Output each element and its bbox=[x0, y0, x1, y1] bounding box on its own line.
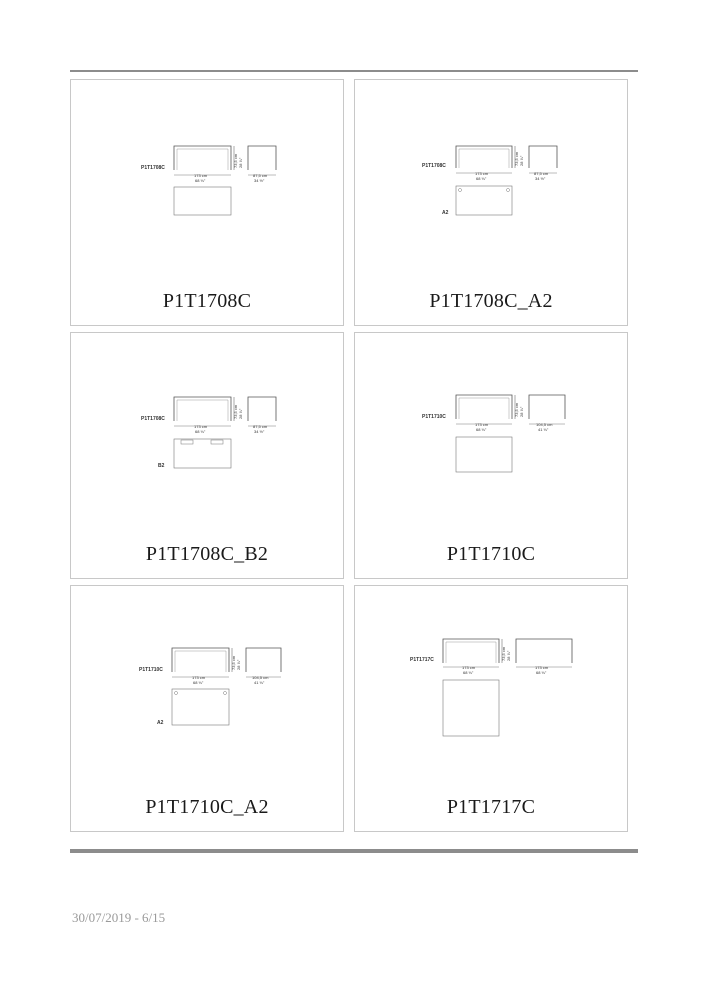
svg-text:173 cm: 173 cm bbox=[535, 665, 549, 670]
technical-drawing bbox=[355, 80, 627, 325]
model-label: P1T1710C bbox=[422, 414, 446, 420]
svg-text:28 ⅞": 28 ⅞" bbox=[519, 155, 524, 166]
svg-text:34 ½": 34 ½" bbox=[535, 176, 546, 181]
product-code: P1T1710C bbox=[446, 543, 536, 565]
svg-text:73,5 cm: 73,5 cm bbox=[514, 151, 519, 166]
product-cell bbox=[354, 79, 628, 326]
page-footer: 30/07/2019 - 6/15 bbox=[72, 910, 166, 925]
svg-text:173 cm: 173 cm bbox=[194, 173, 208, 178]
svg-text:68 ⅛": 68 ⅛" bbox=[476, 427, 487, 432]
svg-text:68 ⅛": 68 ⅛" bbox=[463, 670, 474, 675]
model-label: P1T1717C bbox=[410, 657, 434, 663]
svg-text:34 ½": 34 ½" bbox=[254, 178, 265, 183]
svg-text:73,5 cm: 73,5 cm bbox=[233, 404, 238, 419]
svg-text:28 ⅞": 28 ⅞" bbox=[238, 408, 243, 419]
svg-text:87,5 cm: 87,5 cm bbox=[253, 173, 268, 178]
model-label: P1T1710C bbox=[139, 667, 163, 673]
variant-label: A2 bbox=[442, 210, 449, 216]
product-cell bbox=[70, 585, 344, 832]
svg-text:173 cm: 173 cm bbox=[475, 422, 489, 427]
svg-text:104,5 cm: 104,5 cm bbox=[252, 675, 269, 680]
product-cell bbox=[354, 585, 628, 832]
svg-text:41 ⅛": 41 ⅛" bbox=[538, 427, 549, 432]
product-grid bbox=[70, 79, 628, 835]
product-code: P1T1708C bbox=[162, 290, 252, 312]
svg-text:87,5 cm: 87,5 cm bbox=[534, 171, 549, 176]
technical-drawing bbox=[71, 586, 343, 831]
product-cell bbox=[70, 332, 344, 579]
svg-text:28 ⅞": 28 ⅞" bbox=[236, 659, 241, 670]
variant-label: B2 bbox=[158, 463, 165, 469]
svg-text:28 ⅞": 28 ⅞" bbox=[506, 650, 511, 661]
svg-text:68 ⅛": 68 ⅛" bbox=[195, 178, 206, 183]
svg-text:73,5 cm: 73,5 cm bbox=[231, 655, 236, 670]
technical-drawing bbox=[71, 80, 343, 325]
svg-text:173 cm: 173 cm bbox=[475, 171, 489, 176]
product-code: P1T1708C_A2 bbox=[429, 290, 553, 312]
svg-text:173 cm: 173 cm bbox=[462, 665, 476, 670]
svg-text:173 cm: 173 cm bbox=[192, 675, 206, 680]
svg-text:68 ⅛": 68 ⅛" bbox=[193, 680, 204, 685]
technical-drawing bbox=[355, 586, 627, 831]
model-label: P1T1708C bbox=[141, 416, 165, 422]
product-code: P1T1717C bbox=[446, 796, 536, 818]
svg-text:68 ⅛": 68 ⅛" bbox=[476, 176, 487, 181]
product-code: P1T1710C_A2 bbox=[145, 796, 269, 818]
model-label: P1T1708C bbox=[141, 165, 165, 171]
svg-text:73,5 cm: 73,5 cm bbox=[501, 646, 506, 661]
variant-label: A2 bbox=[157, 720, 164, 726]
svg-text:73,5 cm: 73,5 cm bbox=[233, 153, 238, 168]
model-label: P1T1708C bbox=[422, 163, 446, 169]
technical-drawing bbox=[355, 333, 627, 578]
svg-text:104,5 cm: 104,5 cm bbox=[536, 422, 553, 427]
svg-text:73,5 cm: 73,5 cm bbox=[514, 402, 519, 417]
product-cell bbox=[354, 332, 628, 579]
product-code: P1T1708C_B2 bbox=[145, 543, 269, 565]
product-cell bbox=[70, 79, 344, 326]
svg-text:68 ⅛": 68 ⅛" bbox=[536, 670, 547, 675]
bottom-rule bbox=[70, 849, 638, 853]
technical-drawing bbox=[71, 333, 343, 578]
top-rule bbox=[70, 70, 638, 72]
svg-text:41 ⅛": 41 ⅛" bbox=[254, 680, 265, 685]
svg-text:28 ⅞": 28 ⅞" bbox=[238, 157, 243, 168]
svg-text:28 ⅞": 28 ⅞" bbox=[519, 406, 524, 417]
svg-text:34 ½": 34 ½" bbox=[254, 429, 265, 434]
svg-text:87,5 cm: 87,5 cm bbox=[253, 424, 268, 429]
svg-text:173 cm: 173 cm bbox=[194, 424, 208, 429]
svg-text:68 ⅛": 68 ⅛" bbox=[195, 429, 206, 434]
